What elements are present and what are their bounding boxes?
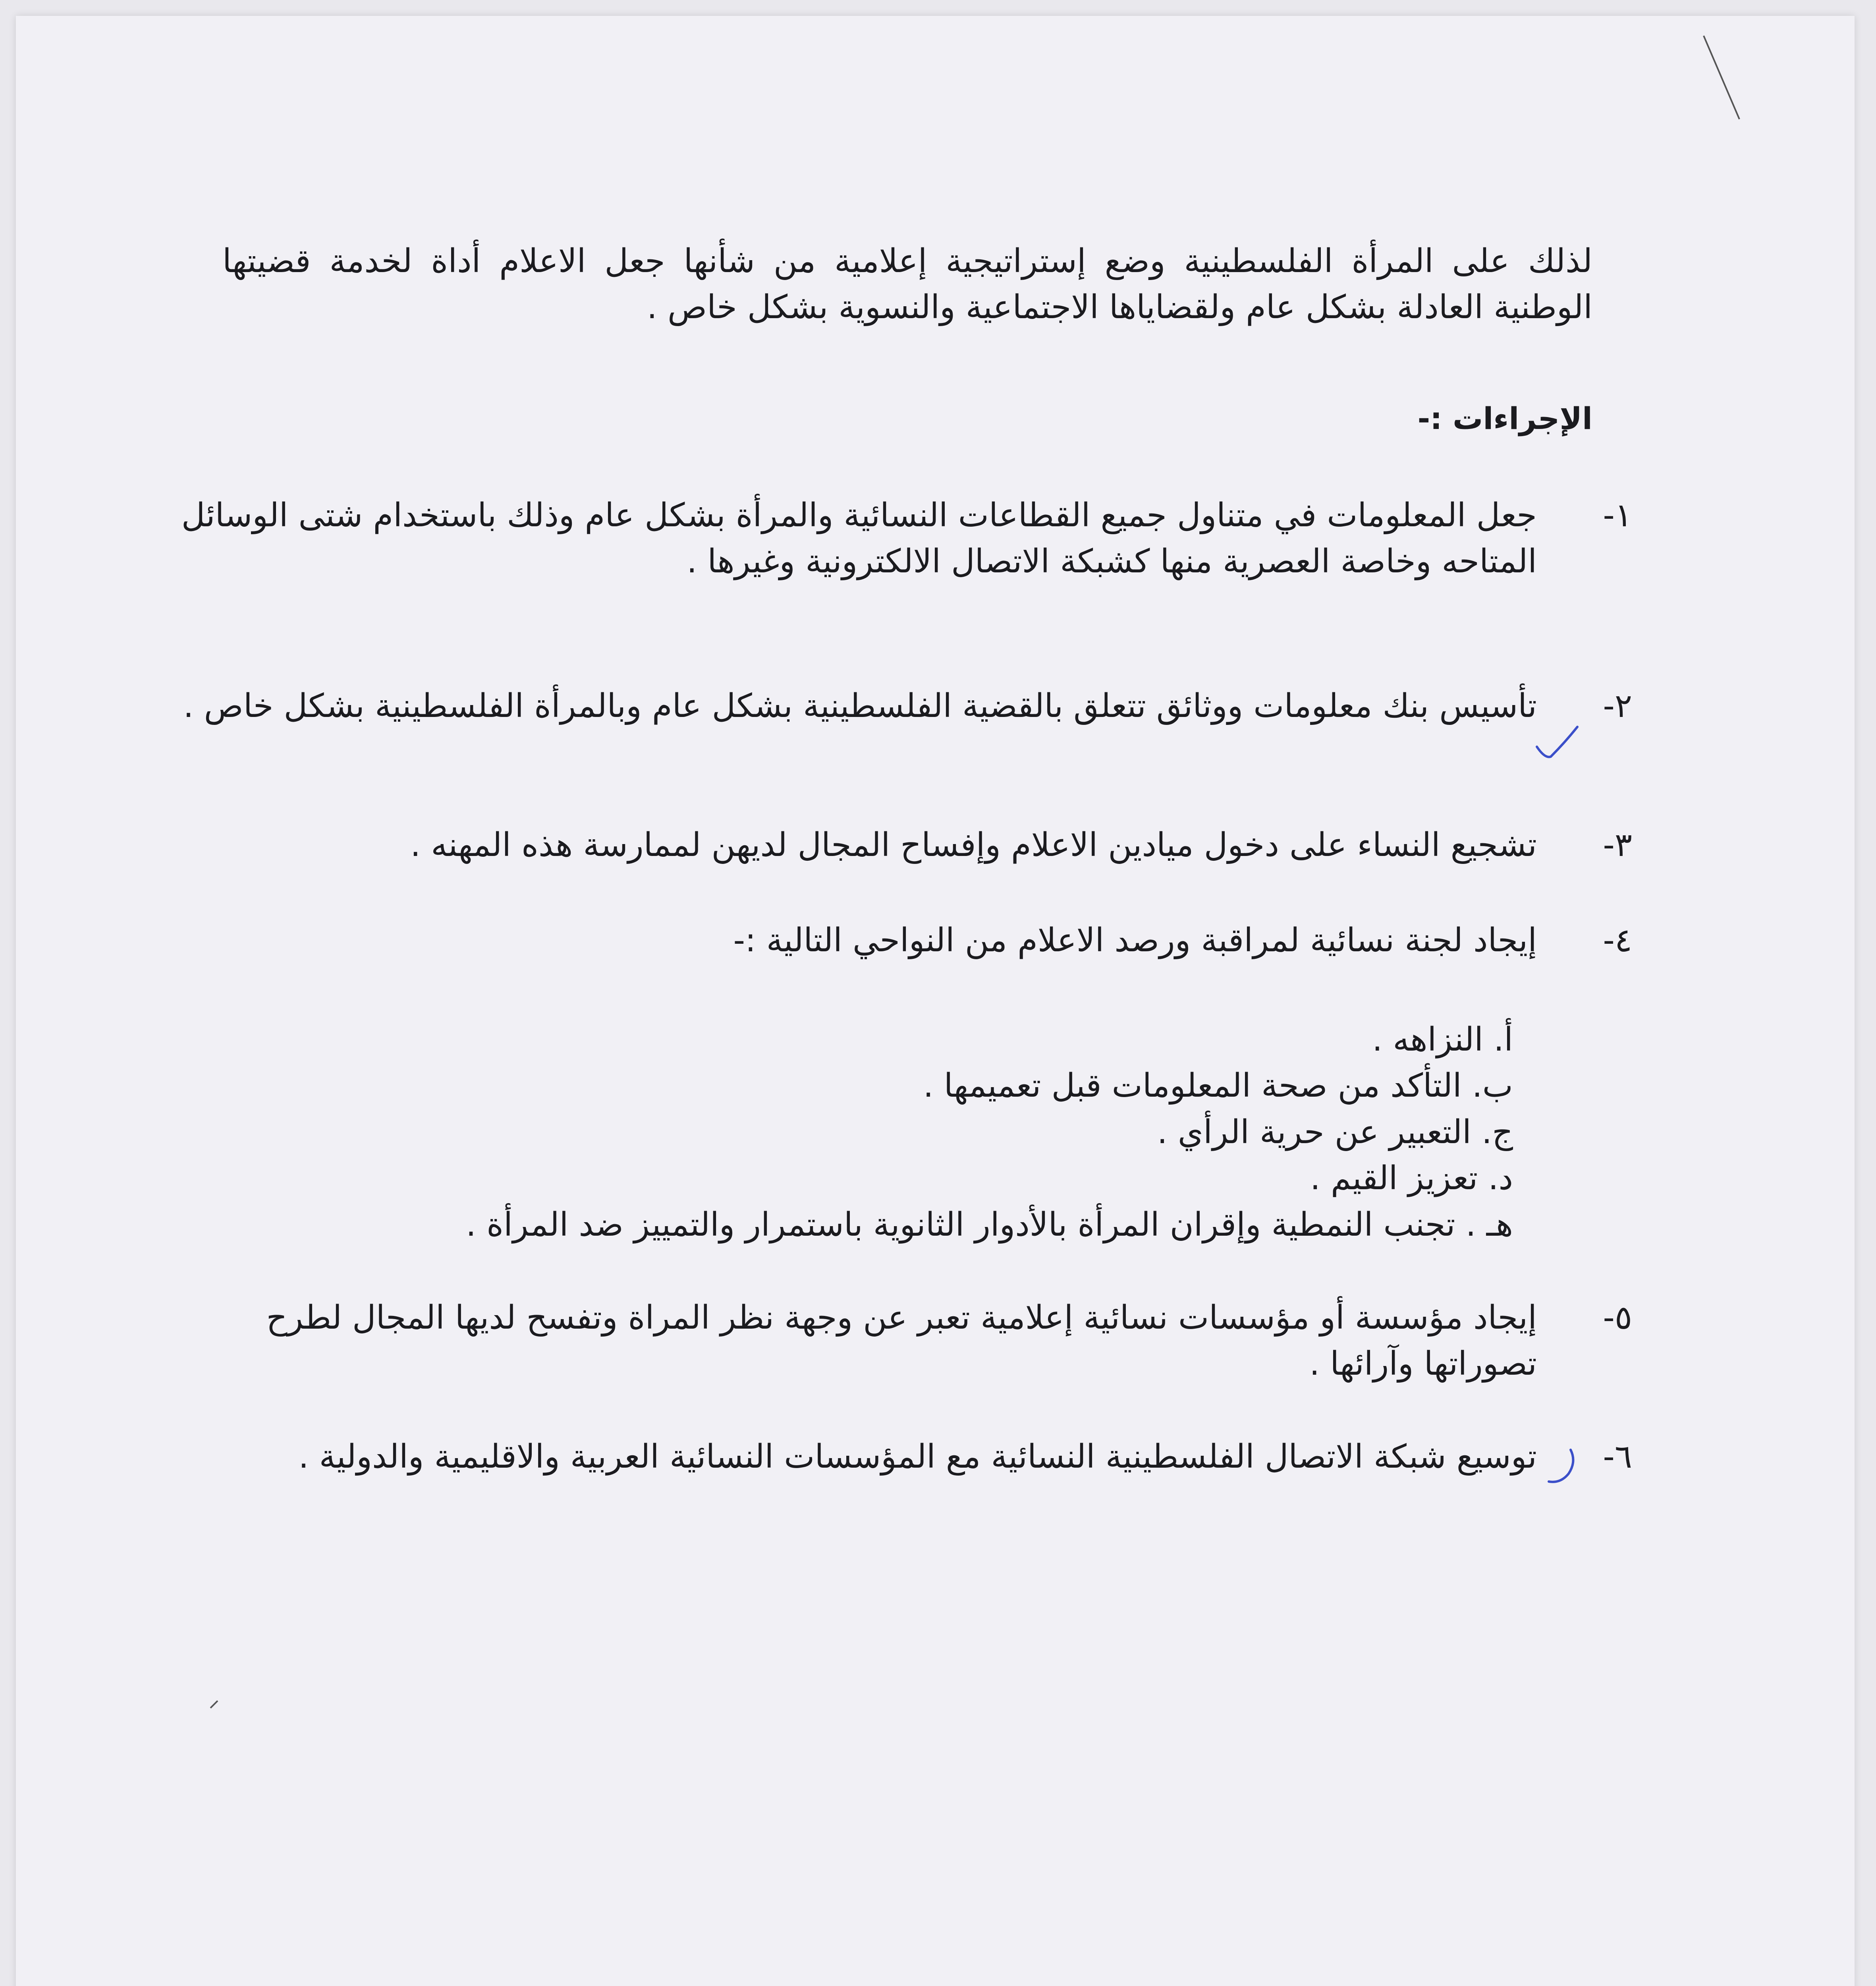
item-text: إيجاد مؤسسة أو مؤسسات نسائية إعلامية تعبر عن وجهة نظر المراة وتفسح لديها المجال لطرح تصوراتها وآرائها . <box>266 1299 1537 1383</box>
sublist-item: أ. النزاهه . <box>1372 1021 1513 1059</box>
sublist-item: د. تعزيز القيم . <box>1310 1159 1513 1198</box>
item-text: تأسيس بنك معلومات ووثائق تتعلق بالقضية الفلسطينية بشكل عام وبالمرأة الفلسطينية بشكل خاص . <box>183 687 1537 725</box>
item-text: جعل المعلومات في متناول جميع القطاعات النسائية والمرأة بشكل عام وذلك باستخدام شتى الوسائل المتاحه وخاصة العصرية منها كشبكة الاتصال الالكترونية وغيرها . <box>181 496 1537 581</box>
item-number: ١- <box>1603 496 1632 534</box>
item-number: ٣- <box>1603 826 1632 864</box>
list-item <box>179 683 1632 729</box>
sublist-item: ج. التعبير عن حرية الرأي . <box>1157 1113 1513 1151</box>
document-page <box>16 16 1855 1986</box>
item-text: توسيع شبكة الاتصال الفلسطينية النسائية مع المؤسسات النسائية العربية والاقليمية والدولية . <box>298 1438 1537 1476</box>
list-item <box>179 493 1632 585</box>
item-number: ٤- <box>1603 922 1632 959</box>
speck-mark <box>207 1696 222 1712</box>
pencil-stroke-mark <box>1696 32 1759 127</box>
list-item <box>179 822 1632 868</box>
intro-paragraph: لذلك على المرأة الفلسطينية وضع إستراتيجية إعلامية من شأنها جعل الاعلام أداة لخدمة قضيتها الوطنية العادلة بشكل عام ولقضاياها الاجتماعية والنسوية بشكل خاص . <box>222 242 1592 326</box>
item-number: ٥- <box>1603 1299 1632 1337</box>
sublist-item: هـ . تجنب النمطية وإقران المرأة بالأدوار الثانوية باستمرار والتمييز ضد المرأة . <box>466 1206 1513 1244</box>
list-item <box>179 1295 1632 1387</box>
item-number: ٦- <box>1603 1438 1632 1476</box>
item-text: تشجيع النساء على دخول ميادين الاعلام وإفساح المجال لديهن لممارسة هذه المهنه . <box>410 826 1537 864</box>
procedures-heading: الإجراءات :- <box>1417 401 1592 436</box>
check-mark-icon <box>1541 1446 1588 1493</box>
list-item <box>179 1434 1632 1480</box>
criteria-sublist <box>203 1017 1513 1248</box>
item-text: إيجاد لجنة نسائية لمراقبة ورصد الاعلام من النواحي التالية :- <box>733 922 1537 959</box>
document-body <box>16 16 1855 1986</box>
check-mark-icon <box>1533 719 1581 767</box>
sublist-item: ب. التأكد من صحة المعلومات قبل تعميمها . <box>923 1067 1513 1105</box>
list-item <box>179 918 1632 964</box>
item-number: ٢- <box>1603 687 1632 725</box>
